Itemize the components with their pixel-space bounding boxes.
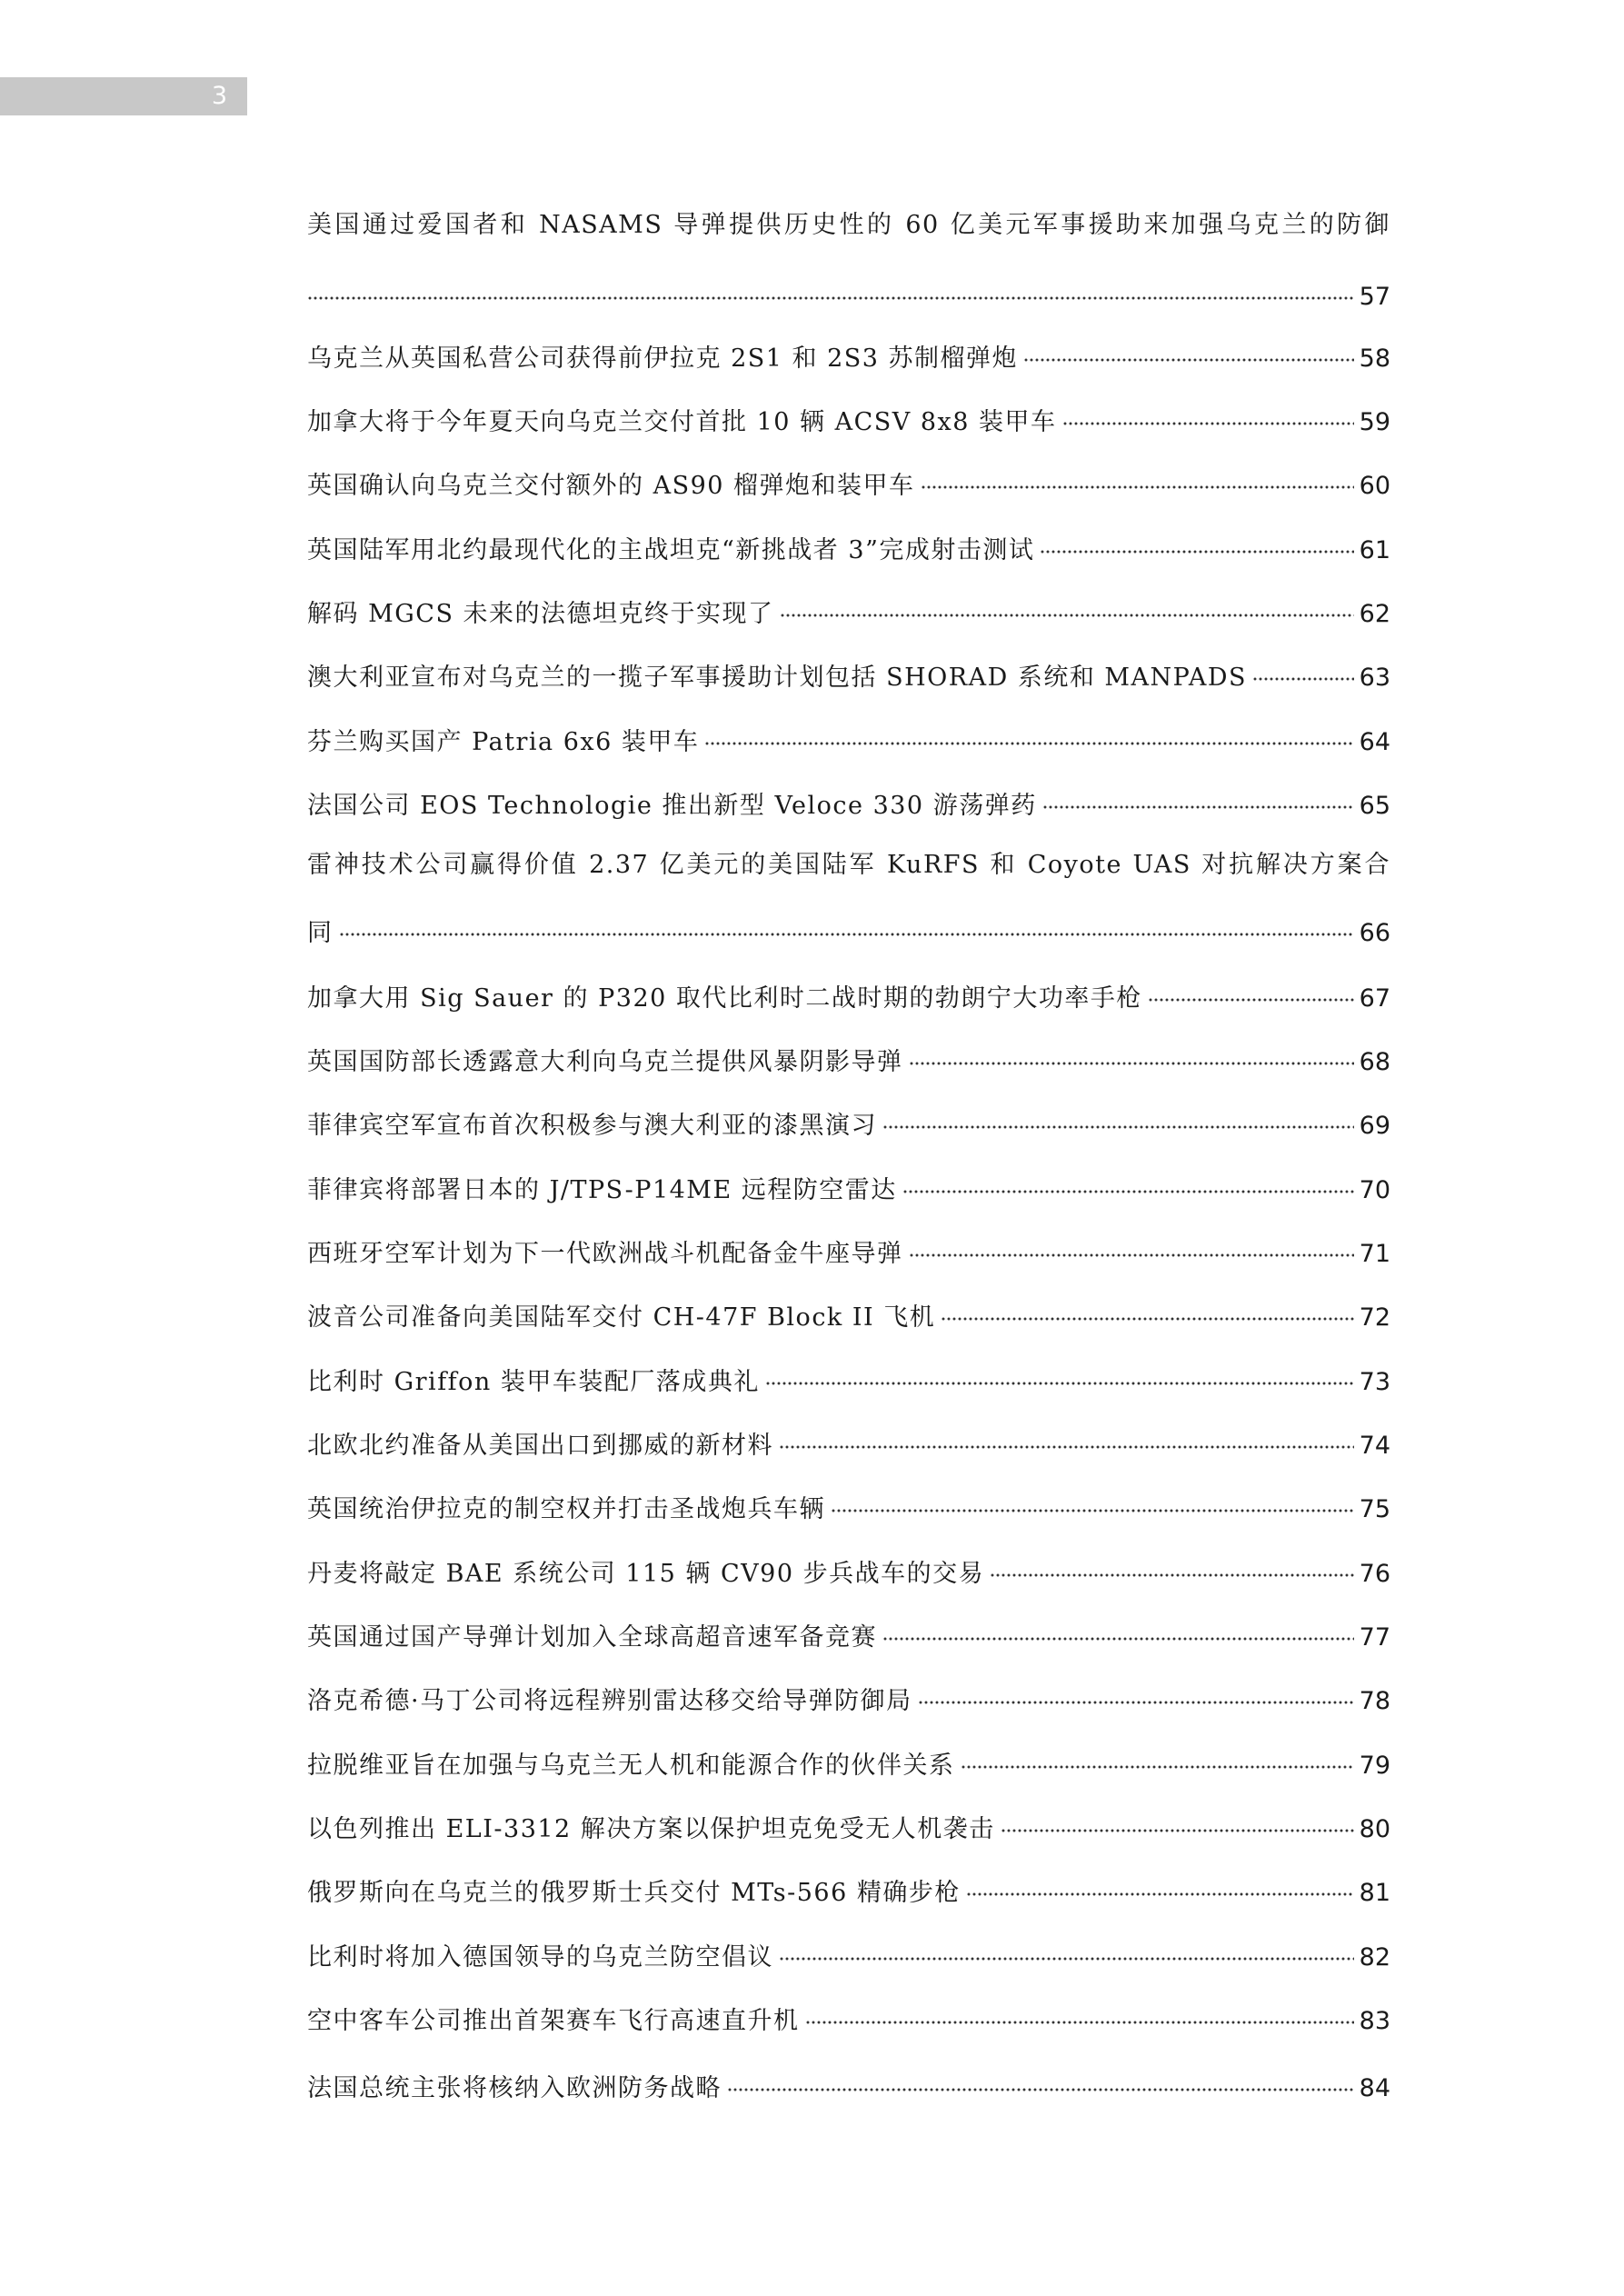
toc-entry[interactable]	[307, 1804, 1390, 1846]
toc-entry-title: 英国国防部长透露意大利向乌克兰提供风暴阴影导弹	[307, 1048, 903, 1076]
toc-entry-title: 法国总统主张将核纳入欧洲防务战略	[307, 2074, 722, 2102]
toc-entry[interactable]	[307, 717, 1390, 759]
dot-leader	[1042, 781, 1354, 814]
dot-leader	[780, 589, 1354, 622]
toc-entry-page: 72	[1359, 1303, 1390, 1332]
toc-entry[interactable]	[307, 1996, 1390, 2038]
dot-leader	[1148, 973, 1354, 1006]
toc-entry[interactable]	[307, 653, 1390, 694]
dot-leader	[805, 1996, 1354, 2029]
toc-entry[interactable]	[307, 1421, 1390, 1462]
toc-entry[interactable]	[307, 589, 1390, 631]
toc-entry-title: 西班牙空军计划为下一代欧洲战斗机配备金牛座导弹	[307, 1240, 903, 1268]
dot-leader	[704, 717, 1353, 750]
dot-leader	[1040, 525, 1353, 558]
toc-entry-page: 75	[1359, 1495, 1390, 1523]
dot-leader	[1001, 1804, 1354, 1837]
toc-entry-title: 法国公司 EOS Technologie 推出新型 Veloce 330 游荡弹药	[307, 792, 1037, 820]
toc-entry[interactable]	[307, 1932, 1390, 1974]
toc-entry-page: 80	[1359, 1815, 1390, 1843]
toc-entry-page: 81	[1359, 1879, 1390, 1907]
toc-entry-page: 61	[1359, 536, 1390, 564]
toc-entry-title: 俄罗斯向在乌克兰的俄罗斯士兵交付 MTs-566 精确步枪	[307, 1879, 961, 1907]
toc-entry-title: 北欧北约准备从美国出口到挪威的新材料	[307, 1432, 773, 1460]
toc-entry-title: 空中客车公司推出首架赛车飞行高速直升机	[307, 2007, 800, 2035]
page-number: 3	[211, 82, 227, 110]
dot-leader	[918, 1676, 1354, 1709]
toc-entry[interactable]	[307, 1549, 1390, 1591]
toc-entry[interactable]	[307, 1229, 1390, 1271]
toc-entry[interactable]	[307, 1868, 1390, 1910]
dot-leader	[941, 1293, 1353, 1325]
dot-leader	[727, 2063, 1354, 2096]
toc-entry[interactable]	[307, 1741, 1390, 1782]
toc-entry-page: 64	[1359, 728, 1390, 756]
toc-entry-title: 加拿大用 Sig Sauer 的 P320 取代比利时二战时期的勃朗宁大功率手枪	[307, 984, 1142, 1013]
toc-entry[interactable]	[307, 397, 1390, 439]
toc-entry-title: 澳大利亚宣布对乌克兰的一揽子军事援助计划包括 SHORAD 系统和 MANPADS	[307, 664, 1247, 692]
toc-entry-title: 英国统治伊拉克的制空权并打击圣战炮兵车辆	[307, 1495, 825, 1523]
toc-entry[interactable]	[307, 1612, 1390, 1654]
dot-leader	[779, 1932, 1354, 1965]
toc-entry[interactable]	[307, 334, 1390, 375]
dot-leader	[966, 1868, 1354, 1901]
dot-leader	[909, 1229, 1354, 1262]
toc-entry-page: 76	[1359, 1560, 1390, 1588]
toc-entry[interactable]	[307, 1293, 1390, 1334]
toc-entry-page: 59	[1359, 408, 1390, 436]
toc-entry-title: 英国通过国产导弹计划加入全球高超音速军备竞赛	[307, 1623, 877, 1652]
dot-leader	[902, 1165, 1354, 1198]
toc-entry[interactable]	[307, 1165, 1390, 1207]
toc-entry[interactable]	[307, 525, 1390, 567]
dot-leader	[1252, 653, 1354, 685]
dot-leader	[779, 1421, 1354, 1453]
dot-leader	[990, 1549, 1354, 1582]
dot-leader	[909, 1037, 1354, 1070]
dot-leader	[339, 908, 1354, 941]
toc-entry-page: 57	[1359, 283, 1390, 311]
toc-entry-title-line1: 美国通过爱国者和 NASAMS 导弹提供历史性的 60 亿美元军事援助来加强乌克兰的防御	[307, 211, 1390, 239]
toc-entry[interactable]	[307, 973, 1390, 1015]
toc-entry-title: 英国确认向乌克兰交付额外的 AS90 榴弹炮和装甲车	[307, 472, 915, 500]
toc-entry[interactable]	[307, 1357, 1390, 1399]
toc-entry-title: 比利时将加入德国领导的乌克兰防空倡议	[307, 1943, 773, 1972]
dot-leader	[307, 272, 1354, 304]
dot-leader	[831, 1484, 1354, 1517]
toc-entry[interactable]	[307, 1484, 1390, 1526]
toc-entry-title: 以色列推出 ELI-3312 解决方案以保护坦克免受无人机袭击	[307, 1815, 995, 1843]
page-number-tab	[0, 77, 247, 115]
dot-leader	[921, 461, 1354, 494]
toc-entry-page: 77	[1359, 1623, 1390, 1652]
toc-entry-title: 菲律宾空军宣布首次积极参与澳大利亚的漆黑演习	[307, 1112, 877, 1140]
toc-entry-title: 乌克兰从英国私营公司获得前伊拉克 2S1 和 2S3 苏制榴弹炮	[307, 344, 1019, 373]
toc-entry-title-line1: 雷神技术公司赢得价值 2.37 亿美元的美国陆军 KuRFS 和 Coyote UAS 对抗解决方案合	[307, 851, 1390, 879]
toc-entry-title: 洛克希德·马丁公司将远程辨别雷达移交给导弹防御局	[307, 1687, 912, 1715]
toc-entry-page: 73	[1359, 1368, 1390, 1396]
dot-leader	[961, 1741, 1354, 1773]
toc-entry-page: 69	[1359, 1112, 1390, 1140]
toc-entry-page: 62	[1359, 600, 1390, 628]
toc-entry-page: 84	[1359, 2074, 1390, 2102]
toc-entry-title: 丹麦将敲定 BAE 系统公司 115 辆 CV90 步兵战车的交易	[307, 1560, 985, 1588]
toc-entry-title: 芬兰购买国产 Patria 6x6 装甲车	[307, 728, 700, 756]
toc-entry[interactable]	[307, 2063, 1390, 2105]
toc-entry-title: 比利时 Griffon 装甲车装配厂落成典礼	[307, 1368, 760, 1396]
toc-entry-page: 74	[1359, 1432, 1390, 1460]
toc-entry-page: 83	[1359, 2007, 1390, 2035]
toc-entry-title: 英国陆军用北约最现代化的主战坦克“新挑战者 3”完成射击测试	[307, 536, 1035, 564]
dot-leader	[882, 1101, 1354, 1133]
dot-leader	[1062, 397, 1354, 430]
toc-entry-page: 58	[1359, 344, 1390, 373]
toc-entry-page: 82	[1359, 1943, 1390, 1972]
toc-entry-page: 78	[1359, 1687, 1390, 1715]
toc-entry[interactable]	[307, 1101, 1390, 1143]
toc-entry-title: 解码 MGCS 未来的法德坦克终于实现了	[307, 600, 774, 628]
toc-entry[interactable]	[307, 781, 1390, 823]
dot-leader	[1023, 334, 1354, 366]
toc-entry-page: 66	[1359, 919, 1390, 947]
toc-entry-title: 拉脱维亚旨在加强与乌克兰无人机和能源合作的伙伴关系	[307, 1752, 955, 1780]
dot-leader	[882, 1612, 1354, 1645]
toc-entry[interactable]	[307, 849, 1390, 950]
toc-entry-title: 波音公司准备向美国陆军交付 CH-47F Block II 飞机	[307, 1303, 936, 1332]
toc-entry-title: 菲律宾将部署日本的 J/TPS-P14ME 远程防空雷达	[307, 1176, 897, 1204]
toc-entry-title: 同	[307, 919, 334, 947]
toc-entry-title: 加拿大将于今年夏天向乌克兰交付首批 10 辆 ACSV 8x8 装甲车	[307, 408, 1057, 436]
toc-entry[interactable]	[307, 1676, 1390, 1718]
toc-entry-page: 65	[1359, 792, 1390, 820]
toc-entry-page: 70	[1359, 1176, 1390, 1204]
toc-entry[interactable]	[307, 1037, 1390, 1079]
toc-entry-page: 79	[1359, 1752, 1390, 1780]
toc-entry-page: 63	[1359, 664, 1390, 692]
toc-entry-page: 68	[1359, 1048, 1390, 1076]
toc-entry[interactable]	[307, 209, 1390, 314]
toc-entry-page: 67	[1359, 984, 1390, 1013]
toc-entry[interactable]	[307, 461, 1390, 503]
toc-entry-page: 71	[1359, 1240, 1390, 1268]
dot-leader	[765, 1357, 1354, 1390]
toc-entry-page: 60	[1359, 472, 1390, 500]
